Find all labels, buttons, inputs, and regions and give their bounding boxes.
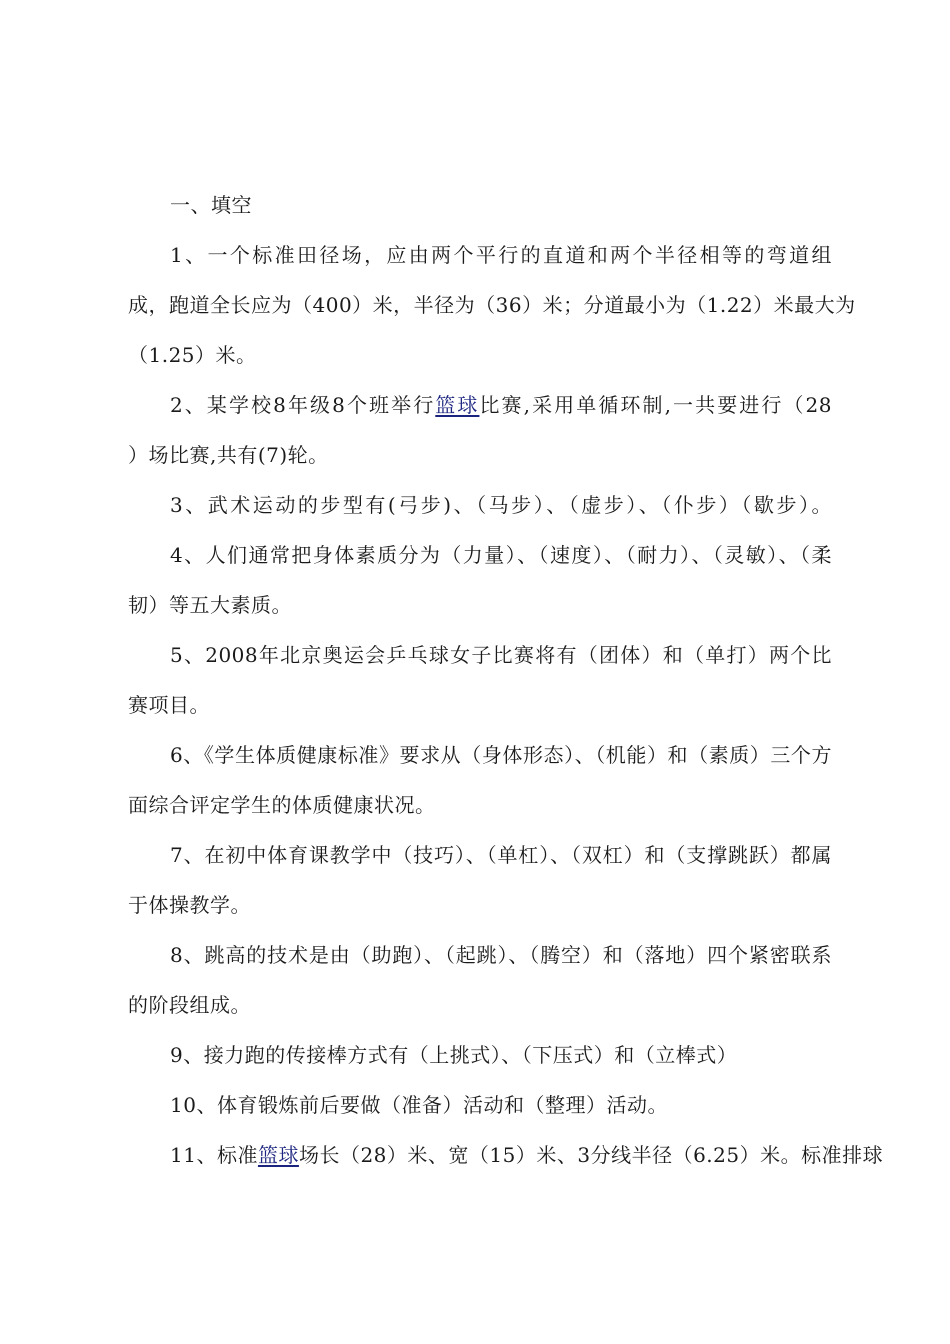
question-3-line-1: 3、武术运动的步型有(弓步)、（马步）、（虚步）、（仆步）（歇步）。 <box>170 493 832 517</box>
section-heading: 一、填空 <box>170 193 252 217</box>
question-10-line-1: 10、体育锻炼前后要做（准备）活动和（整理）活动。 <box>170 1093 668 1117</box>
question-7-line-1: 7、在初中体育课教学中（技巧）、（单杠）、（双杠）和（支撑跳跃）都属 <box>170 843 832 867</box>
question-2-line-2: ）场比赛,共有(7)轮。 <box>128 443 329 467</box>
question-11-text-post: 场长（28）米、宽（15）米、3分线半径（6.25）米。标准排球 <box>298 1143 884 1167</box>
question-1-line-3: （1.25）米。 <box>128 343 257 367</box>
question-8-line-1: 8、跳高的技术是由（助跑）、（起跳）、（腾空）和（落地）四个紧密联系 <box>170 943 832 967</box>
question-5-line-2: 赛项目。 <box>128 693 210 717</box>
question-6-line-2: 面综合评定学生的体质健康状况。 <box>128 793 436 817</box>
question-9-line-1: 9、接力跑的传接棒方式有（上挑式）、（下压式）和（立棒式） <box>170 1043 738 1067</box>
question-6-line-1: 6、《学生体质健康标准》要求从（身体形态）、（机能）和（素质）三个方 <box>170 743 832 767</box>
question-5-line-1: 5、2008年北京奥运会乒乓球女子比赛将有（团体）和（单打）两个比 <box>170 643 832 667</box>
question-11-text-pre: 11、标准 <box>170 1143 258 1167</box>
question-1-line-2: 成，跑道全长应为（400）米，半径为（36）米；分道最小为（1.22）米最大为 <box>128 293 856 317</box>
question-2-line-1 <box>128 380 832 430</box>
basketball-link[interactable]: 篮球 <box>435 393 480 417</box>
document-body <box>128 180 884 1180</box>
question-4-line-1: 4、人们通常把身体素质分为（力量）、（速度）、（耐力）、（灵敏）、（柔 <box>170 543 832 567</box>
question-7-line-2: 于体操教学。 <box>128 893 251 917</box>
question-1-line-1: 1、一个标准田径场，应由两个平行的直道和两个半径相等的弯道组 <box>170 243 832 267</box>
question-2-text-pre: 2、某学校8年级8个班举行 <box>170 393 436 417</box>
question-11-line-1 <box>128 1130 884 1180</box>
basketball-link-2[interactable]: 篮球 <box>257 1143 299 1167</box>
question-8-line-2: 的阶段组成。 <box>128 993 251 1017</box>
question-4-line-2: 韧）等五大素质。 <box>128 593 292 617</box>
question-2-text-post: 比赛,采用单循环制,一共要进行（28 <box>479 393 832 417</box>
